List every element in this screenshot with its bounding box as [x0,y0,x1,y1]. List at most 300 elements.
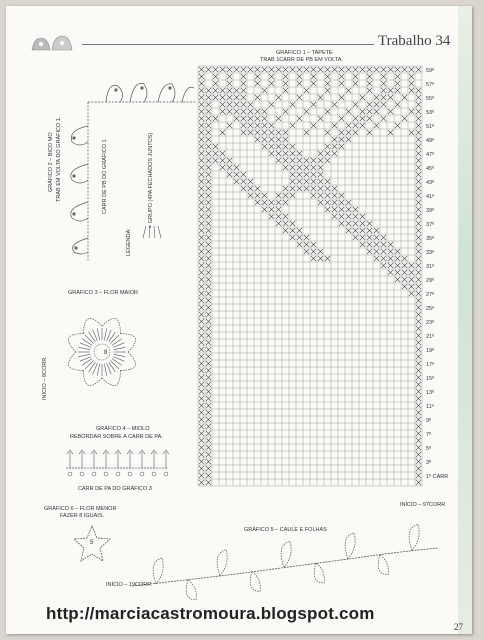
stitch-mark [220,102,225,107]
stitch-mark [416,375,421,380]
stitch-mark [206,403,211,408]
stitch-mark [199,298,204,303]
stitch-mark [402,284,407,289]
stitch-mark [283,109,288,114]
row-label: 31º [426,264,435,270]
stitch-mark [339,67,344,72]
stitch-mark [339,200,344,205]
row-label: 41º [426,194,435,200]
stitch-mark [339,193,344,198]
flower-spoke [78,347,90,349]
stitch-mark [311,165,316,170]
miolo-stitch [139,450,145,468]
stitch-mark [241,74,246,79]
stitch-mark [367,235,372,240]
stitch-mark [395,277,400,282]
stitch-mark [269,207,274,212]
stitch-mark [416,95,421,100]
stitch-mark [416,480,421,485]
stitch-mark [381,102,386,107]
stitch-mark [409,88,414,93]
stitch-mark [395,88,400,93]
stitch-mark [269,67,274,72]
stitch-mark [297,95,302,100]
stitch-mark [325,74,330,79]
stitch-mark [269,137,274,142]
flower-spoke [114,347,126,349]
miolo-loop [80,472,84,476]
stitch-mark [325,200,330,205]
miolo-loop [128,472,132,476]
stitch-mark [199,431,204,436]
stitch-mark [262,116,267,121]
stitch-mark [255,74,260,79]
stitch-mark [416,130,421,135]
stitch-mark [318,186,323,191]
stitch-mark [248,123,253,128]
stitch-mark [276,214,281,219]
stitch-mark [255,67,260,72]
stitch-mark [416,354,421,359]
stitch-mark [367,102,372,107]
flower-petal [84,370,102,385]
stitch-mark [332,214,337,219]
stitch-mark [234,67,239,72]
stitch-mark [318,179,323,184]
stitch-mark [388,263,393,268]
stitch-mark [283,193,288,198]
stitch-mark [206,333,211,338]
stitch-mark [395,263,400,268]
stitch-mark [374,102,379,107]
stitch-mark [234,109,239,114]
grafico2-carr: CARR DE PB DO GRÁFICO 1 [102,139,108,214]
stitch-mark [206,466,211,471]
stitch-mark [395,270,400,275]
stitch-mark [206,179,211,184]
stitch-mark [311,158,316,163]
stitch-mark [374,109,379,114]
stitch-mark [339,81,344,86]
stitch-mark [381,242,386,247]
stitch-mark [199,445,204,450]
leaf [314,563,324,583]
stitch-mark [234,102,239,107]
stitch-mark [206,228,211,233]
stitch-mark [255,109,260,114]
stitch-mark [276,67,281,72]
stitch-mark [213,95,218,100]
flower-spoke [97,364,99,376]
stitch-mark [206,151,211,156]
stitch-mark [332,123,337,128]
stitch-mark [416,277,421,282]
stitch-mark [297,151,302,156]
stitch-mark [290,221,295,226]
row-label: 21º [426,334,435,340]
miolo-stitch [91,450,97,468]
stitch-mark [346,137,351,142]
stitch-mark [234,179,239,184]
stitch-mark [311,123,316,128]
stitch-mark [346,207,351,212]
miolo-stitch [115,450,121,468]
stitch-mark [255,95,260,100]
stitch-mark [360,109,365,114]
stitch-mark [297,186,302,191]
grafico2-title: GRÁFICO 2 – BICO MO [48,132,54,192]
stitch-mark [325,109,330,114]
stitch-mark [339,137,344,142]
stitch-mark [367,228,372,233]
stitch-mark [325,144,330,149]
stitch-mark [248,186,253,191]
stitch-mark [199,452,204,457]
stitch-mark [269,74,274,79]
stitch-mark [206,445,211,450]
stitch-mark [388,242,393,247]
stitch-mark [325,256,330,261]
grafico3-title: GRÁFICO 3 – FLOR MAIOR [68,290,138,296]
stitch-mark [297,172,302,177]
stitch-mark [416,298,421,303]
stitch-mark [241,186,246,191]
flower-center-ring [94,344,110,360]
stitch-mark [318,67,323,72]
stitch-mark [290,67,295,72]
stitch-mark [416,305,421,310]
stitch-mark [276,137,281,142]
stitch-mark [206,207,211,212]
stitch-mark [402,116,407,121]
stitch-mark [367,242,372,247]
stitch-mark [213,74,218,79]
stitch-mark [367,116,372,121]
stitch-mark [227,123,232,128]
row-label: 57º [426,82,435,88]
stitch-mark [353,74,358,79]
stitch-mark [255,137,260,142]
miolo-loop [68,472,72,476]
stitch-mark [325,151,330,156]
stitch-mark [304,249,309,254]
stitch-mark [283,214,288,219]
stitch-mark [346,123,351,128]
stitch-mark [360,228,365,233]
flower-petal [84,318,102,333]
stitch-mark [283,151,288,156]
stitch-mark [255,123,260,128]
stitch-mark [276,221,281,226]
stitch-mark [269,123,274,128]
stitch-mark [416,214,421,219]
stitch-mark [213,67,218,72]
stitch-mark [241,88,246,93]
miolo-loop [164,472,168,476]
stitch-mark [409,270,414,275]
stitch-mark [381,235,386,240]
stitch-mark [290,179,295,184]
row-label: 13º [426,390,435,396]
stitch-mark [381,95,386,100]
stitch-mark [416,137,421,142]
stitch-mark [241,109,246,114]
stitch-mark [395,256,400,261]
flower-petal [102,318,120,333]
stitch-mark [206,361,211,366]
stitch-mark [332,186,337,191]
row-label: 29º [426,278,435,284]
stitch-mark [206,347,211,352]
row-label: 53º [426,110,435,116]
stitch-mark [367,221,372,226]
stitch-mark [227,109,232,114]
stitch-mark [199,284,204,289]
stitch-mark [262,109,267,114]
stitch-mark [206,452,211,457]
stitch-mark [304,186,309,191]
flower-petal [68,334,83,352]
stitch-mark [248,179,253,184]
stitch-mark [213,151,218,156]
stitch-mark [409,109,414,114]
stitch-mark [283,144,288,149]
stitch-mark [346,200,351,205]
stitch-mark [409,291,414,296]
stitch-mark [297,165,302,170]
stitch-mark [206,116,211,121]
stitch-mark [318,151,323,156]
grafico4-miolo-diagram [62,446,172,482]
stitch-mark [297,74,302,79]
grafico4-bottom: CARR DE PA DO GRÁFICO 3 [78,486,152,492]
stitch-mark [269,151,274,156]
stitch-mark [283,221,288,226]
stitch-mark [304,172,309,177]
page-title: Trabalho 34 [378,33,451,49]
stitch-mark [318,116,323,121]
row-label: 9º [426,418,432,424]
stitch-mark [416,396,421,401]
stitch-mark [374,235,379,240]
flower-spoke [85,360,93,368]
flower-petal [102,370,120,385]
stitch-mark [220,109,225,114]
stitch-mark [360,95,365,100]
stitch-mark [304,109,309,114]
stitch-mark [227,165,232,170]
flower-spoke [110,335,118,343]
stitch-mark [276,200,281,205]
stitch-mark [304,130,309,135]
stitch-mark [199,410,204,415]
row-label: 3º [426,460,432,466]
stitch-mark [311,193,316,198]
stitch-mark [416,186,421,191]
stitch-mark [206,221,211,226]
stitch-mark [297,179,302,184]
stitch-mark [206,417,211,422]
stitch-mark [227,74,232,79]
stitch-mark [353,116,358,121]
stitch-mark [213,88,218,93]
stitch-mark [416,165,421,170]
stitch-mark [346,88,351,93]
stitch-mark [381,249,386,254]
stitch-mark [416,347,421,352]
row-label: 27º [426,292,435,298]
stitch-mark [353,130,358,135]
stitch-mark [227,95,232,100]
stitch-mark [388,270,393,275]
stitch-mark [416,410,421,415]
stitch-mark [402,263,407,268]
stitch-mark [206,340,211,345]
stitch-mark [325,186,330,191]
stitch-mark [227,67,232,72]
stitch-mark [248,67,253,72]
stitch-mark [339,221,344,226]
stitch-mark [416,158,421,163]
stitch-mark [381,256,386,261]
stitch-mark [199,67,204,72]
grafico1-start: INÍCIO – 97CORR [400,502,446,508]
stitch-mark [416,172,421,177]
stitch-mark [199,382,204,387]
stitch-mark [206,319,211,324]
stitch-mark [374,95,379,100]
stitch-mark [283,158,288,163]
stitch-mark [332,193,337,198]
stitch-mark [353,207,358,212]
stitch-mark [311,102,316,107]
stitch-mark [416,179,421,184]
stitch-mark [353,221,358,226]
stitch-mark [199,424,204,429]
stitch-mark [367,67,372,72]
stitch-mark [311,242,316,247]
stitch-mark [206,438,211,443]
stitch-mark [409,81,414,86]
blog-url[interactable]: http://marciacastromoura.blogspot.com [46,604,375,623]
stitch-mark [416,228,421,233]
stitch-mark [381,116,386,121]
stitch-mark [388,67,393,72]
stitch-mark [416,235,421,240]
stitch-mark [206,389,211,394]
stitch-mark [360,116,365,121]
stitch-mark [241,179,246,184]
stitch-mark [220,158,225,163]
page-number: 27 [454,622,463,632]
miolo-stitch [79,450,85,468]
leaf [281,541,291,567]
stitch-mark [381,67,386,72]
stitch-mark [353,81,358,86]
stitch-mark [297,116,302,121]
row-label: 59º [426,68,435,74]
stitch-mark [234,88,239,93]
flower-spoke [114,354,126,356]
stitch-mark [199,347,204,352]
grafico3-start: INÍCIO – 8CORR [42,357,48,400]
stitch-mark [346,221,351,226]
stitch-mark [311,67,316,72]
row-label: 15º [426,376,435,382]
stitch-mark [304,165,309,170]
stitch-mark [395,249,400,254]
stitch-mark [220,165,225,170]
leaf [153,558,163,584]
stitch-mark [248,102,253,107]
stitch-mark [262,193,267,198]
page-edge-band [458,6,472,634]
stitch-mark [199,368,204,373]
flower-petal [120,352,135,370]
stitch-mark [206,158,211,163]
stitch-mark [290,186,295,191]
stitch-mark [206,200,211,205]
row-label: 55º [426,96,435,102]
magazine-page [6,6,472,634]
stitch-mark [304,67,309,72]
stitch-mark [290,123,295,128]
stitch-mark [276,158,281,163]
stitch-mark [318,172,323,177]
row-label: 37º [426,222,435,228]
stitch-mark [402,256,407,261]
grafico6-title: GRÁFICO 6 – FLOR MENOR [44,506,117,512]
stitch-mark [199,326,204,331]
stitch-mark [381,263,386,268]
stitch-mark [318,158,323,163]
stitch-mark [206,375,211,380]
stitch-mark [206,382,211,387]
stitch-mark [346,214,351,219]
stitch-mark [374,242,379,247]
stitch-mark [325,193,330,198]
row-label: 47º [426,152,435,158]
stitch-mark [262,88,267,93]
stitch-mark [199,417,204,422]
stitch-mark [262,67,267,72]
stitch-mark [241,130,246,135]
stitch-mark [206,88,211,93]
stitch-mark [367,74,372,79]
stitch-mark [199,375,204,380]
stitch-mark [262,130,267,135]
stitch-mark [304,158,309,163]
stitch-mark [206,242,211,247]
stitch-mark [360,221,365,226]
stitch-mark [374,256,379,261]
stitch-mark [395,74,400,79]
stitch-mark [416,291,421,296]
stitch-mark [318,200,323,205]
stitch-mark [283,67,288,72]
stitch-mark [241,102,246,107]
stitch-mark [325,158,330,163]
leaf [409,524,419,550]
flower-petal [120,334,135,352]
stitch-mark [325,179,330,184]
miolo-loop [116,472,120,476]
stitch-mark [318,95,323,100]
stitch-mark [353,67,358,72]
grafico3-flower-diagram [52,302,152,402]
stitch-mark [416,466,421,471]
stitch-mark [234,116,239,121]
